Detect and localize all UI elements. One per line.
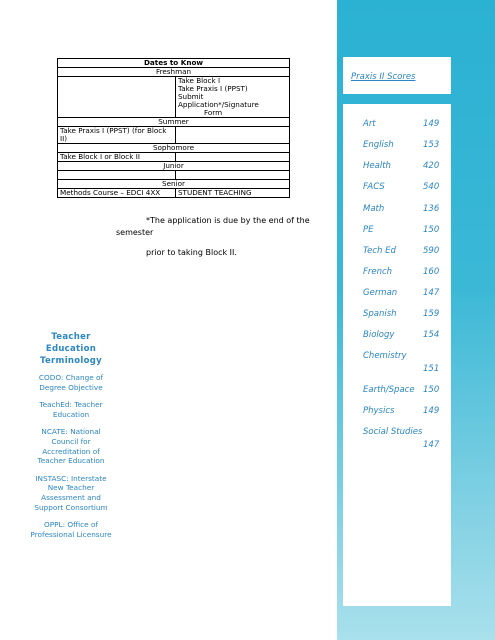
score-subject: Earth/Space [363,385,415,395]
score-subject: Social Studies [363,427,423,437]
score-value: 150 [423,385,440,395]
sophomore-right-cell [176,153,290,162]
note-line-2: prior to taking Block II. [146,248,237,257]
score-value: 136 [423,204,440,214]
score-value: 159 [423,309,440,319]
table-title: Dates to Know [58,59,290,68]
score-subject: French [363,267,393,277]
terminology-heading: Teacher Education Terminology [40,332,102,366]
junior-heading: Junior [58,162,290,171]
score-value: 149 [423,406,440,416]
score-value: 540 [423,182,440,192]
terminology-sidebar [30,331,112,547]
score-subject: German [363,288,398,298]
score-subject: PE [363,225,374,235]
score-subject: Tech Ed [363,246,396,256]
score-subject: Spanish [363,309,397,319]
freshman-item: Application*/Signature [178,100,259,109]
senior-heading: Senior [58,180,290,189]
term-item: TeachEd: Teacher Education [39,400,103,419]
sophomore-heading: Sophomore [58,144,290,153]
score-value: 154 [423,330,440,340]
summer-item: Take Praxis I (PPST) (for Block II) [58,127,176,144]
score-value: 420 [423,161,440,171]
junior-left-cell [58,171,176,180]
freshman-left-cell [58,77,176,118]
score-subject: Health [363,161,391,171]
note-line-1: *The application is due by the end of the semester [116,216,310,237]
score-value: 153 [423,140,440,150]
score-subject: Chemistry [363,351,407,361]
score-value: 147 [423,440,440,450]
freshman-item: Take Block I [178,76,221,85]
praxis-title-box [343,57,451,94]
senior-left: Methods Course – EDCI 4XX [58,189,176,198]
praxis-scores-box [343,104,451,606]
score-value: 590 [423,246,440,256]
freshman-items-cell [176,77,290,118]
term-item: NCATE: National Council for Accreditation of Teacher Education [37,427,105,466]
freshman-heading: Freshman [58,68,290,77]
freshman-item: Form [204,108,223,117]
score-value: 149 [423,119,440,129]
score-value: 147 [423,288,440,298]
dates-to-know-table [57,58,290,198]
score-subject: Art [363,119,376,129]
freshman-item: Take Praxis I (PPST) [178,84,248,93]
term-item: CODO: Change of Degree Objective [38,373,104,392]
summer-heading: Summer [58,118,290,127]
score-subject: FACS [363,182,385,192]
score-subject: Physics [363,406,395,416]
summer-right-cell [176,127,290,144]
junior-right-cell [176,171,290,180]
score-value: 150 [423,225,440,235]
score-subject: English [363,140,394,150]
freshman-item: Submit [178,92,204,101]
score-subject: Biology [363,330,395,340]
praxis-title: Praxis II Scores [351,72,416,82]
score-value: 160 [423,267,440,277]
term-item: INSTASC: Interstate New Teacher Assessment and Support Consortium [34,473,108,512]
score-subject: Math [363,204,385,214]
sophomore-item: Take Block I or Block II [58,153,176,162]
score-value: 151 [423,364,440,374]
application-note [116,215,316,239]
term-item: OPPL: Office of Professional Licensure [30,520,112,539]
senior-right: STUDENT TEACHING [176,189,290,198]
